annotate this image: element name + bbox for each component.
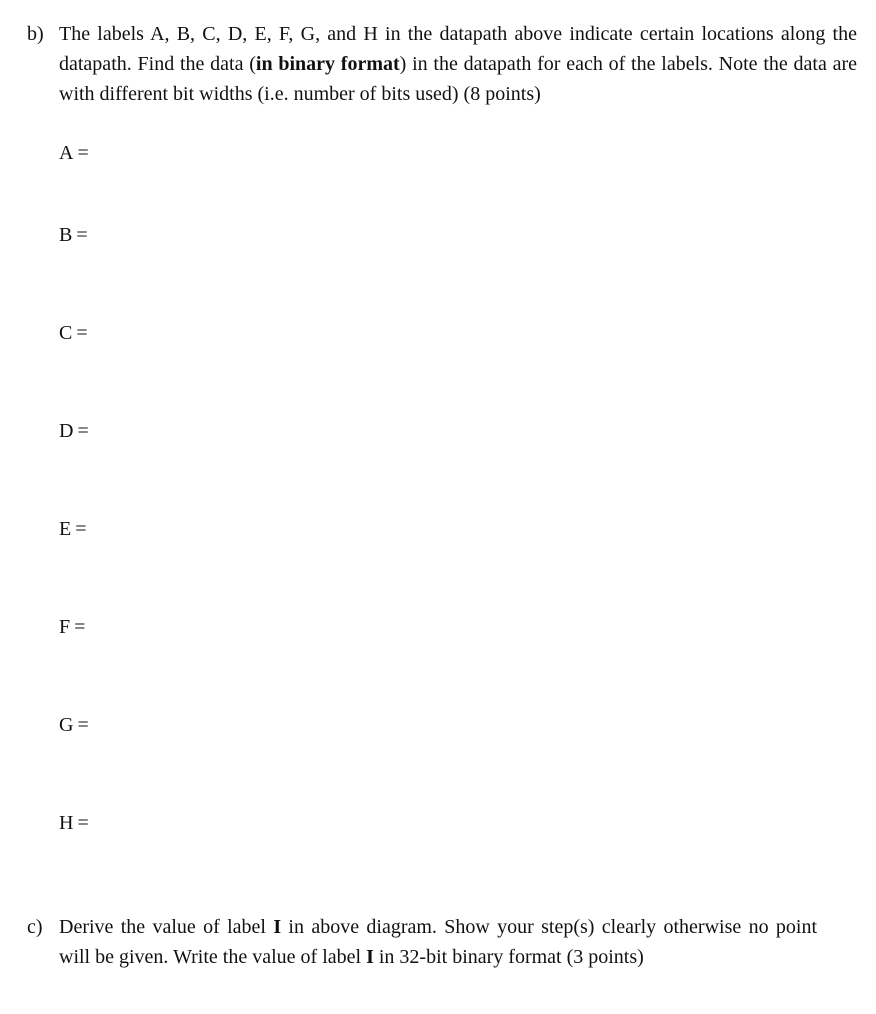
label-name-a: A (59, 142, 74, 164)
label-row-g (59, 713, 89, 737)
label-equals-f: = (74, 616, 86, 638)
label-row-b (59, 223, 88, 247)
label-equals-h: = (77, 812, 89, 834)
question-c-text-middle: in above diagram. Show your step(s) clearly otherwise no point will be given. Write the value of label (59, 916, 818, 968)
question-b-marker: b) (27, 23, 44, 45)
label-row-a (59, 141, 89, 165)
label-name-h: H (59, 812, 74, 834)
label-row-d (59, 419, 89, 443)
label-equals-g: = (77, 714, 89, 736)
question-c-label-i-second: I (366, 946, 374, 968)
question-b-emphasis: in binary format (255, 53, 400, 75)
label-name-e: E (59, 518, 72, 540)
question-c-text (59, 912, 817, 972)
question-c-marker: c) (27, 916, 43, 938)
question-c-text-start: Derive the value of label (59, 916, 274, 938)
label-equals-b: = (76, 224, 88, 246)
label-name-d: D (59, 420, 74, 442)
label-equals-c: = (76, 322, 88, 344)
label-row-f (59, 615, 85, 639)
label-equals-a: = (77, 142, 89, 164)
label-row-h (59, 811, 89, 835)
question-c-label-i-first: I (273, 916, 282, 938)
label-list (59, 0, 259, 1014)
question-b-text-start: The labels A, B, C, D, E, F, G, and H in the datapath above indicate certain locations along the datapath. Find the data ( (59, 23, 857, 75)
label-row-e (59, 517, 87, 541)
label-name-g: G (59, 714, 74, 736)
label-name-c: C (59, 322, 73, 344)
label-equals-e: = (75, 518, 87, 540)
label-row-c (59, 321, 88, 345)
label-name-b: B (59, 224, 73, 246)
question-c-text-end: in 32-bit binary format (3 points) (373, 946, 644, 968)
label-name-f: F (59, 616, 71, 638)
question-b-text-end: ) in the datapath for each of the labels. Note the data are with different bit widths (i.e. number of bits used) (8 points) (59, 53, 858, 105)
question-c (27, 912, 817, 972)
label-equals-d: = (77, 420, 89, 442)
